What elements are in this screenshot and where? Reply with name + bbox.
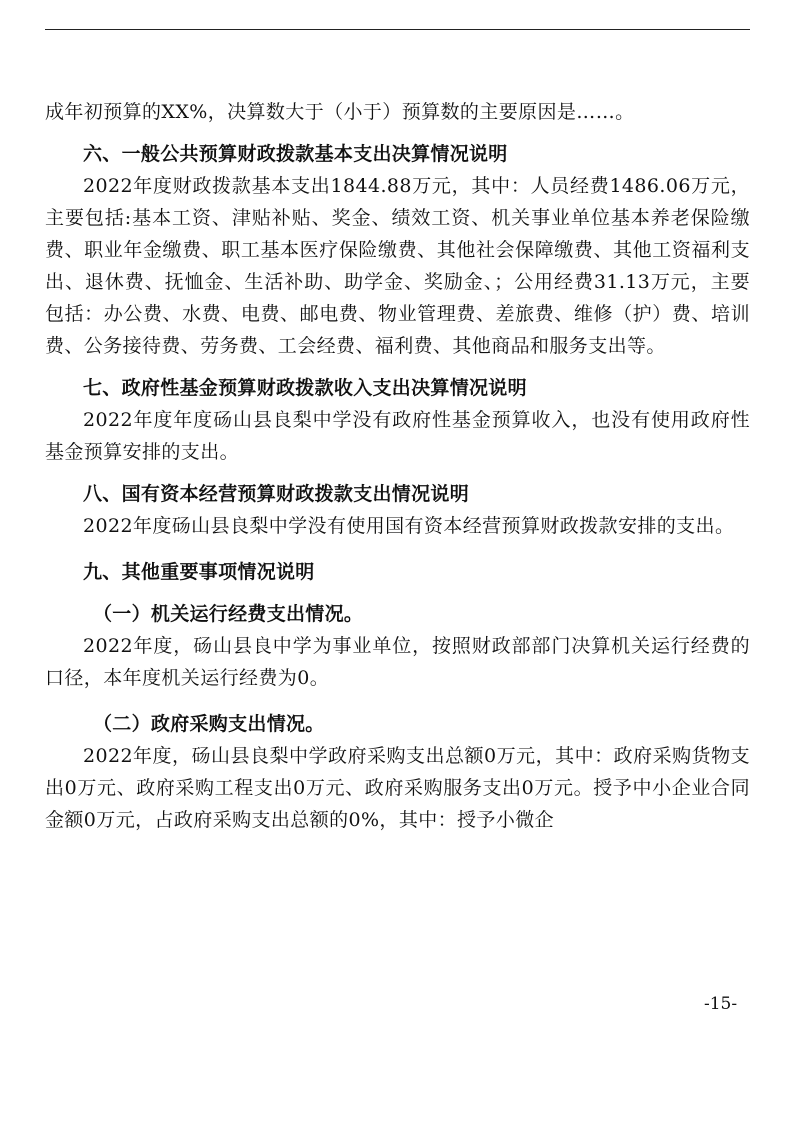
paragraph-operating-costs: 2022年度，砀山县良中学为事业单位，按照财政部部门决算机关运行经费的口径，本年度机关运行经费为0。 [45, 635, 750, 689]
subsection-heading-procurement: （二）政府采购支出情况。 [93, 713, 325, 735]
section-heading-6: 六、一般公共预算财政拨款基本支出决算情况说明 [83, 143, 508, 165]
section-heading-8: 八、国有资本经营预算财政拨款支出情况说明 [83, 483, 470, 505]
section-heading-7: 七、政府性基金预算财政拨款收入支出决算情况说明 [83, 377, 527, 399]
section-heading-9: 九、其他重要事项情况说明 [83, 561, 315, 583]
continued-paragraph: 成年初预算的XX%，决算数大于（小于）预算数的主要原因是……。 [45, 101, 635, 123]
paragraph-basic-expenditure: 2022年度财政拨款基本支出1844.88万元，其中：人员经费1486.06万元，主要包括:基本工资、津贴补贴、奖金、绩效工资、机关事业单位基本养老保险缴费、职业年金缴费、职工基本医疗保险缴费、其他社会保障缴费、其他工资福利支出、退休费、抚恤金、生活补助、助学金、奖励金、；公用经费31.13万元，主要包括：办公费、水费、电费、邮电费、物业管理费、差旅费、维修（护）费、培训费、公务接待费、劳务费、工会经费、福利费、其他商品和服务支出等。 [45, 175, 750, 357]
document-body [45, 96, 750, 836]
header-rule [45, 29, 750, 30]
subsection-heading-operating-costs: （一）机关运行经费支出情况。 [93, 603, 364, 625]
paragraph-procurement: 2022年度，砀山县良梨中学政府采购支出总额0万元，其中：政府采购货物支出0万元、政府采购工程支出0万元、政府采购服务支出0万元。授予中小企业合同金额0万元，占政府采购支出总额的0%，其中：授予小微企 [45, 745, 750, 831]
paragraph-state-capital: 2022年度砀山县良梨中学没有使用国有资本经营预算财政拨款安排的支出。 [83, 515, 735, 537]
page-number: -15- [704, 994, 738, 1014]
paragraph-government-fund: 2022年度年度砀山县良梨中学没有政府性基金预算收入，也没有使用政府性基金预算安排的支出。 [45, 409, 750, 463]
